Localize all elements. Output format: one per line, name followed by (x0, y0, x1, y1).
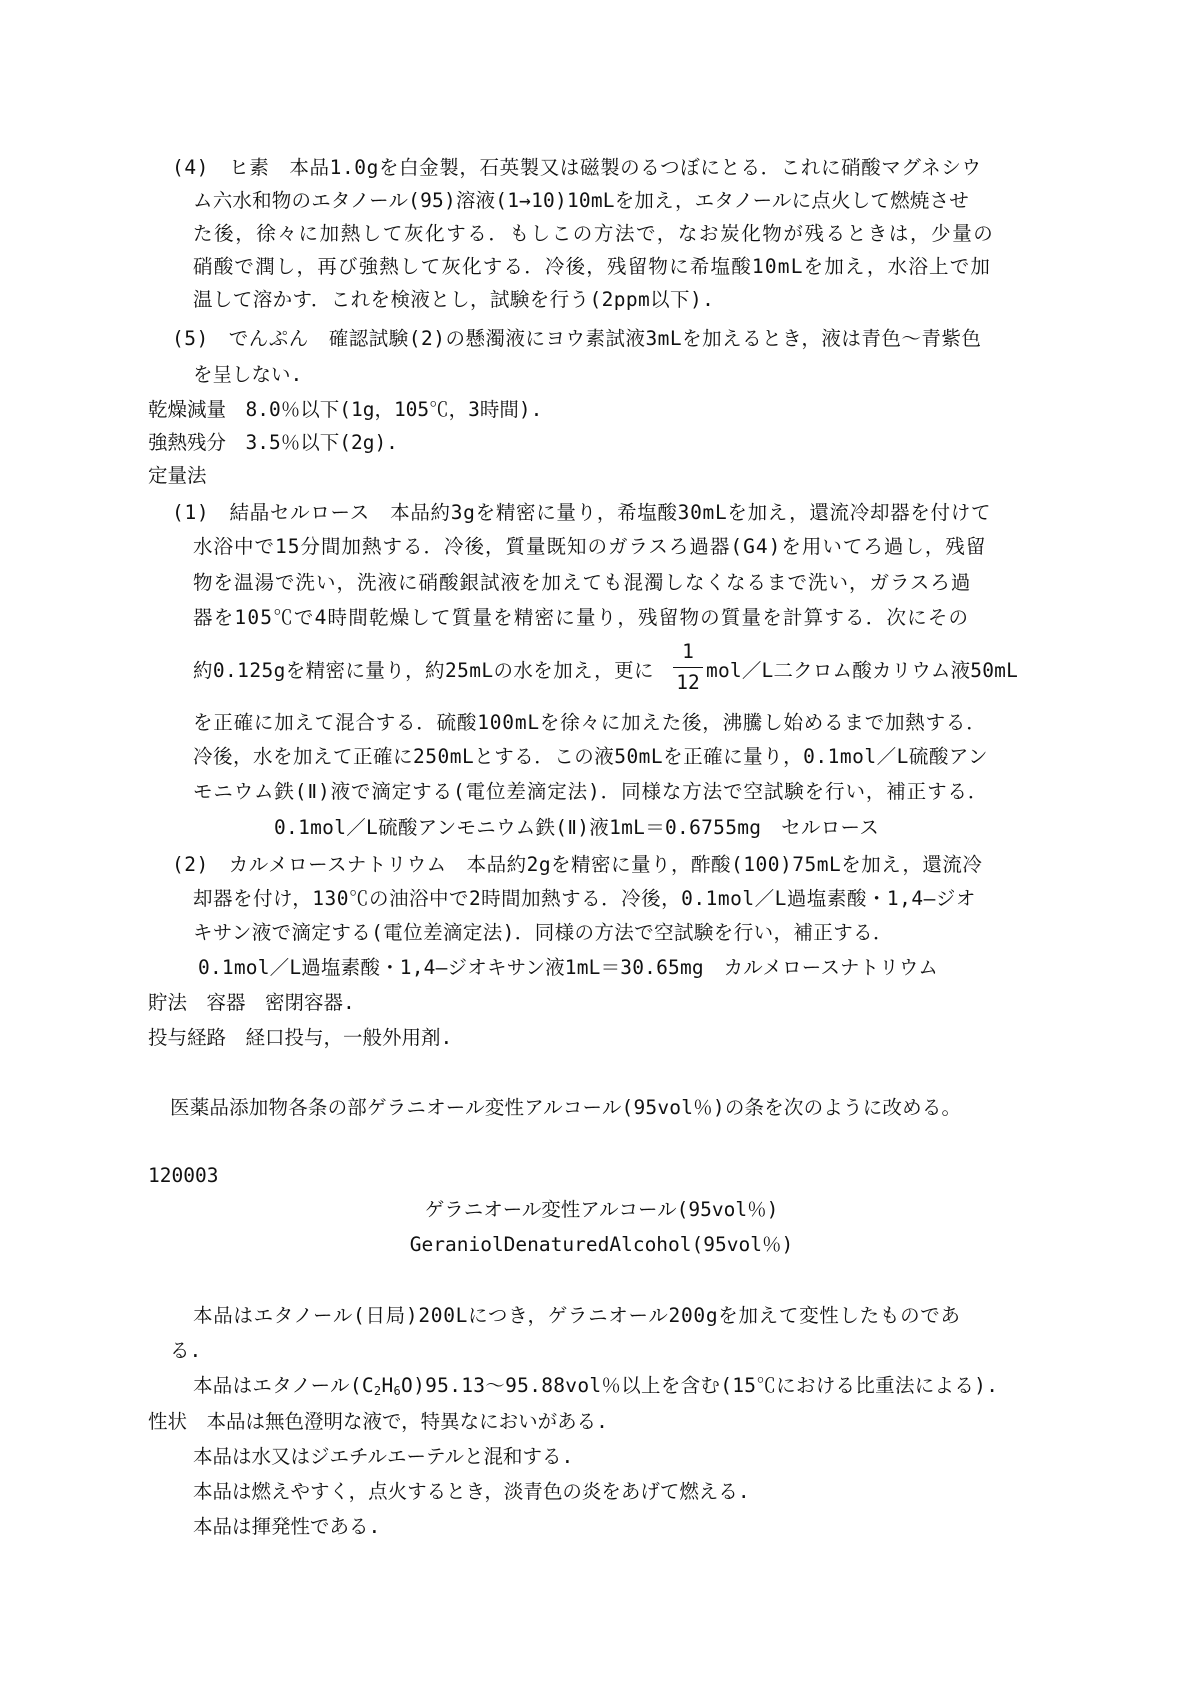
assay-cellulose-line-5b: mol／L二クロム酸カリウム液50mL (706, 659, 1019, 682)
starch-test-line-2: を呈しない. (193, 363, 303, 386)
assay-cellulose-line-8: モニウム鉄(Ⅱ)液で滴定する(電位差滴定法)．同様な方法で空試験を行い，補正する． (193, 780, 989, 803)
definition-line-3b: H (381, 1374, 394, 1397)
subscript-carbon: 2 (373, 1384, 382, 1398)
subscript-hydrogen: 6 (393, 1384, 402, 1398)
loss-on-drying: 乾燥減量 8.0％以下(1g，105℃，3時間). (148, 398, 543, 421)
definition-line-2: る. (170, 1339, 202, 1362)
description-line-3: 本品は燃えやすく，点火するとき，淡青色の炎をあげて燃える. (193, 1480, 750, 1503)
assay-cellulose-line-3: 物を温湯で洗い，洗液に硝酸銀試液を加えても混濁しなくなるまで洗い，ガラスろ過 (193, 571, 972, 594)
assay-cellulose-line-7: 冷後，水を加えて正確に250mLとする．この液50mLを正確に量り，0.1mol／L硫酸アン (193, 745, 989, 768)
fraction-one-twelfth (673, 639, 703, 696)
starch-test-line-1: (5) でんぷん 確認試験(2)の懸濁液にヨウ素試液3mLを加えるとき，液は青色～青紫色 (172, 327, 982, 350)
assay-carmellose-line-1: (2) カルメロースナトリウム 本品約2gを精密に量り，酢酸(100)75mLを加え，還流冷 (172, 853, 983, 876)
residue-on-ignition: 強熱残分 3.5％以下(2g). (148, 431, 398, 454)
definition-line-3 (193, 1373, 998, 1404)
assay-cellulose-line-6: を正確に加えて混合する．硫酸100mLを徐々に加えた後，沸騰し始めるまで加熱する． (193, 711, 987, 734)
description-line-4: 本品は揮発性である. (193, 1515, 381, 1538)
fraction-denominator: 12 (676, 671, 700, 694)
fraction-bar (673, 667, 703, 668)
definition-line-3a: 本品はエタノール(C (193, 1374, 374, 1397)
description-line-2: 本品は水又はジエチルエーテルと混和する. (193, 1445, 574, 1468)
definition-line-3c: O)95.13～95.88vol％以上を含む(15℃における比重法による). (401, 1374, 999, 1397)
description-line-1: 性状 本品は無色澄明な液で，特異なにおいがある. (148, 1410, 608, 1433)
assay-carmellose-line-2: 却器を付け，130℃の油浴中で2時間加熱する．冷後，0.1mol／L過塩素酸・1,4―ジオ (193, 887, 976, 910)
assay-cellulose-line-1: (1) 結晶セルロース 本品約3gを精密に量り，希塩酸30mLを加え，還流冷却器を付けて (172, 501, 992, 524)
arsenic-test-line-1: (4) ヒ素 本品1.0gを白金製，石英製又は磁製のるつぼにとる．これに硝酸マグネシウ (172, 156, 982, 179)
assay-cellulose-line-5a: 約0.125gを精密に量り，約25mLの水を加え，更に (193, 659, 654, 682)
monograph-title-english: GeraniolDenaturedAlcohol(95vol％) (409, 1233, 794, 1256)
assay-carmellose-equivalence: 0.1mol／L過塩素酸・1,4―ジオキサン液1mL＝30.65mg カルメロースナトリウム (198, 956, 939, 979)
definition-line-1: 本品はエタノール(日局)200Lにつき，ゲラニオール200gを加えて変性したものであ (193, 1304, 961, 1327)
assay-cellulose-line-2: 水浴中で15分間加熱する．冷後，質量既知のガラスろ過器(G4)を用いてろ過し，残留 (193, 535, 987, 558)
storage: 貯法 容器 密閉容器. (148, 991, 355, 1014)
monograph-code: 120003 (148, 1164, 219, 1187)
assay-cellulose-line-4: 器を105℃で4時間乾燥して質量を精密に量り，残留物の質量を計算する．次にその (193, 606, 970, 629)
arsenic-test-line-3: た後，徐々に加熱して灰化する．もしこの方法で，なお炭化物が残るときは，少量の (193, 222, 995, 245)
fraction-numerator: 1 (682, 640, 694, 663)
assay-heading: 定量法 (148, 464, 207, 487)
arsenic-test-line-2: ム六水和物のエタノール(95)溶液(1→10)10mLを加え，エタノールに点火して燃焼させ (193, 189, 969, 212)
administration-route: 投与経路 経口投与，一般外用剤. (148, 1026, 453, 1049)
amendment-notice: 医薬品添加物各条の部ゲラニオール変性アルコール(95vol％)の条を次のように改める。 (170, 1096, 962, 1119)
arsenic-test-line-5: 温して溶かす．これを検液とし，試験を行う(2ppm以下). (193, 288, 715, 311)
assay-cellulose-equivalence: 0.1mol／L硫酸アンモニウム鉄(Ⅱ)液1mL＝0.6755mg セルロース (274, 816, 880, 839)
monograph-title-japanese: ゲラニオール変性アルコール(95vol％) (424, 1198, 779, 1221)
arsenic-test-line-4: 硝酸で潤し，再び強熱して灰化する．冷後，残留物に希塩酸10mLを加え，水浴上で加 (193, 255, 992, 278)
assay-carmellose-line-3: キサン液で滴定する(電位差滴定法)．同様の方法で空試験を行い，補正する． (193, 921, 893, 944)
